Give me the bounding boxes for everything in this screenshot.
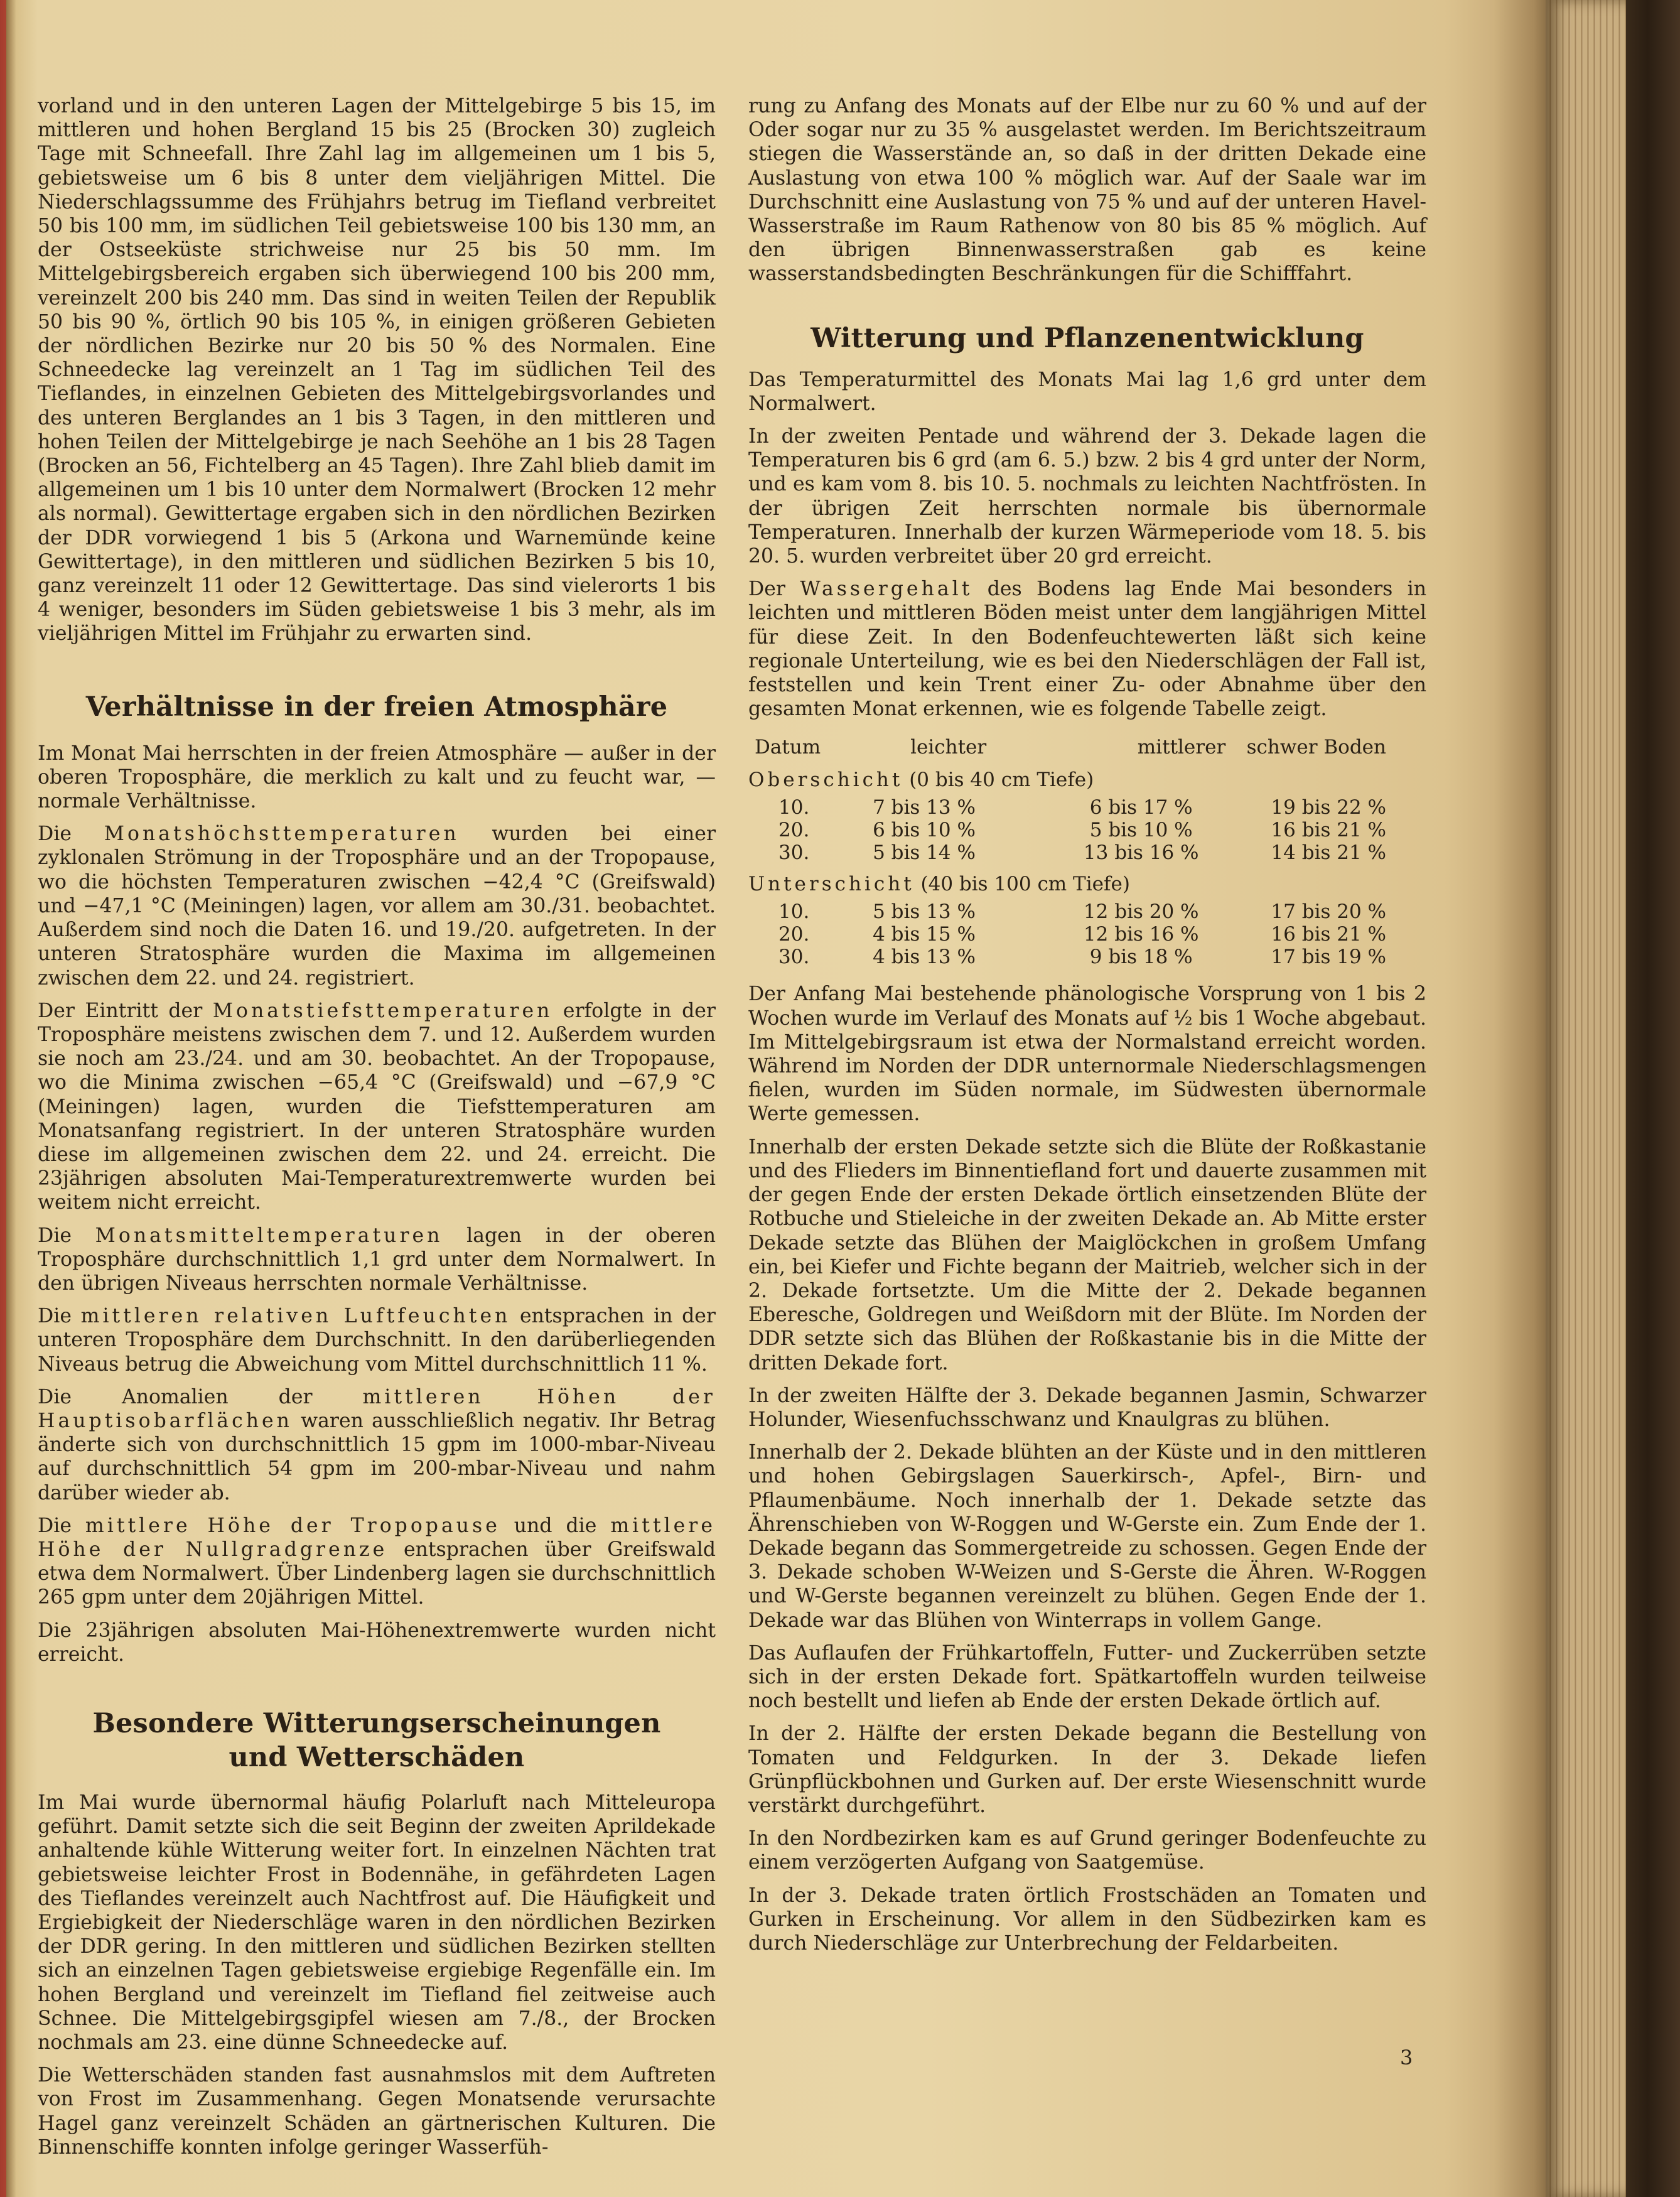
paragraph-shipping-cont: rung zu Anfang des Monats auf der Elbe nur zu 60 % und auf der Oder sogar nur zu 35 % ausgelastet werden. Im Berichtszeitraum stiegen die Wasserstände an, so daß in der dritten Dekade eine Auslastung von etwa 100 % möglich war. Auf der Saale war im Durchschnitt eine Auslastung von 75 % und auf der unteren Havel-Wasserstraße im Raum Rathenow von 80 bis 85 % möglich. Auf den übrigen Binnenwasserstraßen gab es keine wasserstandsbedingten Beschränkungen für die Schifffahrt. <box>748 95 1426 286</box>
table-row <box>748 796 1389 819</box>
table-cell: 16 bis 21 % <box>1271 819 1386 842</box>
paragraph-plant-2: In der zweiten Pentade und während der 3. Dekade lagen die Temperaturen bis 6 grd (am 6. 5.) bzw. 2 bis 4 grd unter der Norm, und es kam vom 8. bis 10. 5. nochmals zu leichten Nachtfrösten. In der übrigen Zeit herrschten normale bis übernormale Temperaturen. Innerhalb der kurzen Wärmeperiode vom 18. 5. bis 20. 5. wurden verbreitet über 20 grd erreicht. <box>748 425 1426 568</box>
table-cell: 5 bis 14 % <box>873 841 976 865</box>
page-gutter-shadow <box>1494 0 1551 2197</box>
table-cell: 6 bis 10 % <box>873 819 976 842</box>
paragraph-atmo-7: Die mittlere Höhe der Tropopause und die mittlere Höhe der Nullgradgrenze entsprachen über Greifswald etwa dem Normalwert. Über Lindenberg lagen sie durchschnittlich 265 gpm unter dem 20jährigen Mittel. <box>38 1514 716 1609</box>
table-cell: 13 bis 16 % <box>1083 841 1199 865</box>
paragraph-special-1: Im Mai wurde übernormal häufig Polarluft nach Mitteleuropa geführt. Damit setzte sich die seit Beginn der zweiten Aprildekade anhaltende kühle Witterung weiter fort. In einzelnen Nächten trat gebietsweise leichter Frost in Bodennähe, in gefährdeten Lagen des Tieflandes vereinzelt auch Nachtfrost auf. Die Häufigkeit und Ergiebigkeit der Niederschläge waren in den nördlichen Bezirken der DDR gering. In den mittleren und südlichen Bezirken stellten sich an einzelnen Tagen gebietsweise ergiebige Regenfälle ein. Im hohen Bergland und vereinzelt im Tiefland fiel zeitweise auch Schnee. Die Mittelgebirgsgipfel wiesen am 7./8., der Brocken nochmals am 23. eine dünne Schneedecke auf. <box>38 1791 716 2054</box>
page-number: 3 <box>1400 2046 1413 2070</box>
paragraph-atmo-6: Die Anomalien der mittleren Höhen der Hauptisobarflächen waren ausschließlich negativ. Ihr Betrag änderte sich von durchschnittlich 15 gpm im 1000-mbar-Niveau auf durchschnittlich 54 gpm im 200-mbar-Niveau und nahm darüber wieder ab. <box>38 1385 716 1504</box>
header-mittlerer: mittlerer <box>1137 736 1226 759</box>
table-header-row <box>748 736 1389 765</box>
table-cell: 20. <box>778 923 810 946</box>
paragraph-atmo-3: Der Eintritt der Monatstiefsttemperaturen erfolgte in der Troposphäre meistens zwischen dem 7. und 12. Außerdem wurden sie noch am 23./24. und am 30. beobachtet. An der Tropopause, wo die Minima zwischen −65,4 °C (Greifswald) und −67,9 °C (Meiningen) lagen, wurden die Tiefsttemperaturen am Monatsanfang registriert. In der unteren Stratosphäre wurden diese im allgemeinen zwischen dem 22. und 24. erreicht. Die 23jährigen absoluten Mai-Temperaturextremwerte wurden bei weitem nicht erreicht. <box>38 999 716 1214</box>
paragraph-plant-6: In der zweiten Hälfte der 3. Dekade begannen Jasmin, Schwarzer Holunder, Wiesenfuchsschwanz und Knaulgras zu blühen. <box>748 1384 1426 1431</box>
table-row <box>748 841 1389 864</box>
paragraph-plant-11: In der 3. Dekade traten örtlich Frostschäden an Tomaten und Gurken in Erscheinung. Vor allem in den Südbezirken kam es durch Niederschläge zur Unterbrechung der Feldarbeiten. <box>748 1884 1426 1955</box>
header-schwer: schwer Boden <box>1246 736 1386 759</box>
table-cell: 17 bis 19 % <box>1271 946 1386 969</box>
table-cell: 10. <box>778 796 810 819</box>
table-row <box>748 923 1389 946</box>
paragraph-atmo-1: Im Monat Mai herrschten in der freien Atmosphäre — außer in der oberen Troposphäre, die merklich zu kalt und zu feucht war, — normale Verhältnisse. <box>38 742 716 813</box>
table-cell: 20. <box>778 819 810 842</box>
table-cell: 30. <box>778 841 810 865</box>
paragraph-plant-10: In den Nordbezirken kam es auf Grund geringer Bodenfeuchte zu einem verzögerten Aufgang von Saatgemüse. <box>748 1827 1426 1874</box>
paragraph-atmo-4: Die Monatsmitteltemperaturen lagen in der oberen Troposphäre durchschnittlich 1,1 grd unter dem Normalwert. In den übrigen Niveaus herrschten normale Verhältnisse. <box>38 1224 716 1295</box>
table-cell: 7 bis 13 % <box>873 796 976 819</box>
table-cell: 19 bis 22 % <box>1271 796 1386 819</box>
paragraph-plant-3: Der Wassergehalt des Bodens lag Ende Mai besonders in leichten und mittleren Böden meist unter dem langjährigen Mittel für diese Zeit. In den Bodenfeuchtewerten läßt sich keine regionale Unterteilung, wie es bei den Niederschlägen der Fall ist, feststellen und kein Trent einer Zu- oder Abnahme über den gesamten Monat erkennen, wie es folgende Tabelle zeigt. <box>748 578 1427 721</box>
paragraph-plant-1: Das Temperaturmittel des Monats Mai lag 1,6 grd unter dem Normalwert. <box>748 368 1426 415</box>
header-datum: Datum <box>755 736 821 759</box>
table-cell: 16 bis 21 % <box>1271 923 1386 946</box>
table-row <box>748 819 1389 841</box>
table-cell: 5 bis 13 % <box>873 900 976 924</box>
paragraph-plant-7: Innerhalb der 2. Dekade blühten an der Küste und in den mittleren und hohen Gebirgslagen Sauerkirsch-, Apfel-, Birn- und Pflaumenbäume. Noch innerhalb der 1. Dekade setzte das Ährenschieben von W-Roggen und W-Gerste ein. Zum Ende der 1. Dekade begann das Sommergetreide zu schossen. Gegen Ende der 3. Dekade schoben W-Weizen und S-Gerste die Ähren. W-Roggen und W-Gerste begannen vereinzelt zu blühen. Gegen Ende der 1. Dekade war das Blühen von Winterraps in vollem Gange. <box>748 1441 1426 1632</box>
table-cell: 17 bis 20 % <box>1271 900 1386 924</box>
left-column <box>38 94 716 2168</box>
table-cell: 12 bis 16 % <box>1083 923 1199 946</box>
book-cover-edge <box>1626 0 1680 2197</box>
paragraph-plant-5: Innerhalb der ersten Dekade setzte sich die Blüte der Roßkastanie und des Flieders im Binnentiefland fort und dauerte zusammen mit der gegen Ende der ersten Dekade örtlich einsetzenden Blüte der Rotbuche und Stieleiche in der zweiten Dekade an. Ab Mitte erster Dekade setzte das Blühen der Maiglöckchen in großem Umfang ein, bei Kiefer und Fichte begann der Maitrieb, welcher sich in der 2. Dekade fortsetzte. Um die Mitte der 2. Dekade begannen Eberesche, Goldregen und Weißdorn mit der Blüte. Im Norden der DDR setzte sich das Blühen der Roßkastanie bis in die Mitte der dritten Dekade fort. <box>748 1135 1426 1374</box>
paragraph-atmo-8: Die 23jährigen absoluten Mai-Höhenextremwerte wurden nicht erreicht. <box>38 1619 716 1666</box>
table-cell: 4 bis 15 % <box>873 923 976 946</box>
table-subheader-row <box>748 765 1389 796</box>
table-cell: 30. <box>778 946 810 969</box>
table-cell: 10. <box>778 900 810 924</box>
table-subheader-row <box>748 864 1389 900</box>
paragraph-plant-8: Das Auflaufen der Frühkartoffeln, Futter- und Zuckerrüben setzte sich in der ersten Dekade fort. Spätkartoffeln wurden teilweise noch bestellt und liefen ab Ende der ersten Dekade örtlich auf. <box>748 1641 1426 1713</box>
table-cell: 4 bis 13 % <box>873 946 976 969</box>
soil-moisture-table <box>748 736 1389 968</box>
paragraph-special-2: Die Wetterschäden standen fast ausnahmslos mit dem Auftreten von Frost im Zusammenhang. Gegen Monatsende verursachte Hagel ganz vereinzelt Schäden an gärtnerischen Kulturen. Die Binnenschiffe konnten infolge geringer Wasserfüh- <box>38 2064 716 2159</box>
table-cell: 9 bis 18 % <box>1089 946 1193 969</box>
table-row <box>748 946 1389 968</box>
paragraph-atmo-5: Die mittleren relativen Luftfeuchten entsprachen in der unteren Troposphäre dem Durchschnitt. In den darüberliegenden Niveaus betrug die Abweichung vom Mittel durchschnittlich 11 %. <box>38 1305 716 1376</box>
subheader-unterschicht: Unterschicht (40 bis 100 cm Tiefe) <box>748 873 1130 896</box>
paragraph-intro: vorland und in den unteren Lagen der Mittelgebirge 5 bis 15, im mittleren und hohen Bergland 15 bis 25 (Brocken 30) zugleich Tage mit Schneefall. Ihre Zahl lag im allgemeinen um 1 bis 5, gebietsweise um 6 bis 8 unter dem vieljährigen Mittel. Die Niederschlagssumme des Frühjahrs betrug im Tiefland verbreitet 50 bis 100 mm, im südlichen Teil gebietsweise 100 bis 130 mm, an der Ostseeküste strichweise nur 25 bis 50 mm. Im Mittelgebirgsbereich ergaben sich überwiegend 100 bis 200 mm, vereinzelt 200 bis 240 mm. Das sind in weiten Teilen der Republik 50 bis 90 %, örtlich 90 bis 105 %, in einigen größeren Gebieten der nördlichen Bezirke nur 20 bis 50 % des Normalen. Eine Schneedecke lag vereinzelt an 1 Tag im südlichen Teil des Tieflandes, in einzelnen Gebieten des Mittelgebirgsvorlandes und des unteren Berglandes an 1 bis 3 Tagen, in den mittleren und hohen Teilen der Mittelgebirge je nach Seehöhe an 1 bis 28 Tagen (Brocken an 56, Fichtelberg an 45 Tagen). Ihre Zahl blieb damit im allgemeinen um 1 bis 10 unter dem Normalwert (Brocken 12 mehr als normal). Gewittertage ergaben sich in den nördlichen Bezirken der DDR vorwiegend 1 bis 5 (Arkona und Warnemünde keine Gewittertage), in den mittleren und südlichen Bezirken 5 bis 10, ganz vereinzelt 11 oder 12 Gewittertage. Das sind vielerorts 1 bis 4 weniger, besonders im Süden gebietsweise 1 bis 3 mehr, als im vieljährigen Mittel im Frühjahr zu erwarten sind. <box>38 95 716 645</box>
table-cell: 14 bis 21 % <box>1271 841 1386 865</box>
table-cell: 6 bis 17 % <box>1089 796 1193 819</box>
heading-plant-development: Witterung und Pflanzenentwicklung <box>810 322 1364 354</box>
subheader-oberschicht: Oberschicht (0 bis 40 cm Tiefe) <box>748 769 1094 792</box>
heading-special-weather: Besondere Witterungserscheinungen und Wetterschäden <box>92 1707 661 1773</box>
table-row <box>748 900 1389 923</box>
paragraph-plant-4: Der Anfang Mai bestehende phänologische Vorsprung von 1 bis 2 Wochen wurde im Verlauf des Monats auf ½ bis 1 Woche abgebaut. Im Mittelgebirgsraum ist etwa der Normalstand erreicht worden. Während im Norden der DDR unternormale Niederschlagsmengen fielen, wurden im Süden normale, im Südwesten übernormale Werte gemessen. <box>748 983 1426 1126</box>
paragraph-plant-9: In der 2. Hälfte der ersten Dekade begann die Bestellung von Tomaten und Feldgurken. In der 3. Dekade liefen Grünpflückbohnen und Gurken auf. Der erste Wiesenschnitt wurde verstärkt durchgeführt. <box>748 1722 1426 1817</box>
heading-atmosphere: Verhältnisse in der freien Atmosphäre <box>85 691 668 723</box>
right-column <box>748 94 1426 1964</box>
table-cell: 5 bis 10 % <box>1089 819 1193 842</box>
table-cell: 12 bis 20 % <box>1083 900 1199 924</box>
paragraph-atmo-2: Die Monatshöchsttemperaturen wurden bei einer zyklonalen Strömung in der Troposphäre und an der Tropopause, wo die höchsten Temperaturen zwischen −42,4 °C (Greifswald) und −47,1 °C (Meiningen) lagen, vor allem am 30./31. beobachtet. Außerdem sind noch die Daten 16. und 19./20. aufgetreten. In der unteren Stratosphäre wurden die Maxima im allgemeinen zwischen dem 22. und 24. registriert. <box>38 823 716 990</box>
header-leichter: leichter <box>910 736 987 759</box>
binding-edge-left <box>0 0 6 2197</box>
